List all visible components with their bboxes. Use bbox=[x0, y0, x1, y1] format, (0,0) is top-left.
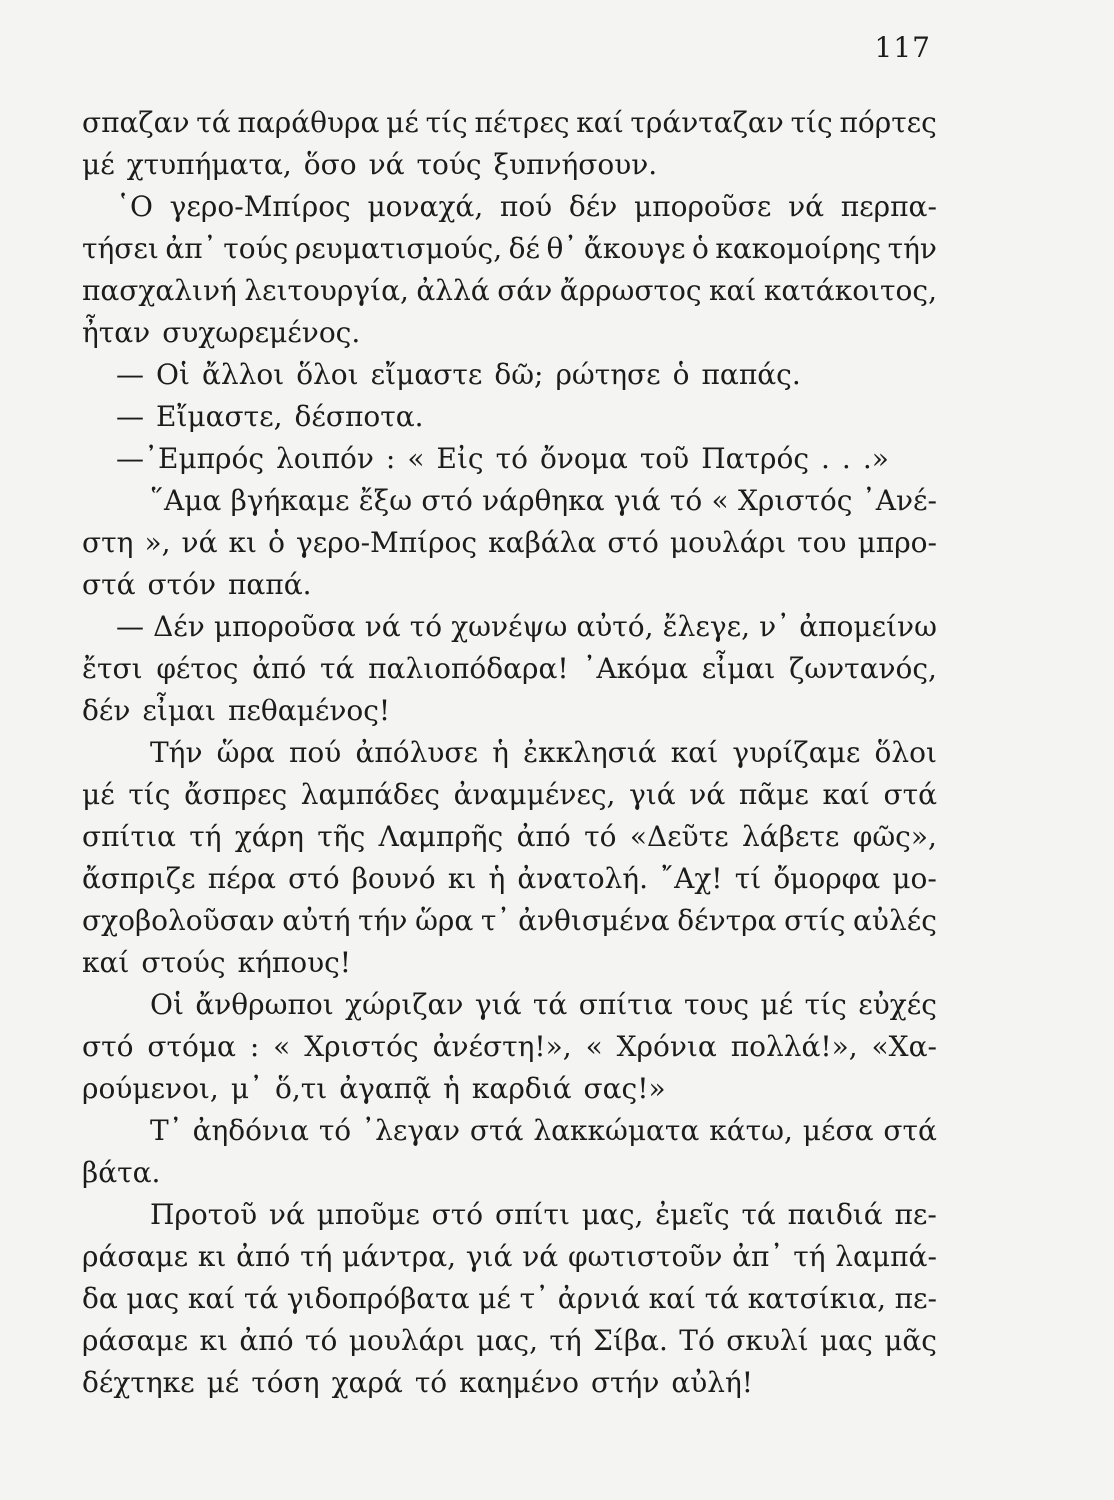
word: τί bbox=[734, 862, 762, 895]
word: μάντρα, bbox=[342, 1240, 457, 1273]
word: στόν bbox=[147, 568, 216, 601]
word: . bbox=[841, 442, 851, 475]
word: σπίτια bbox=[578, 988, 673, 1021]
word: παπάς. bbox=[701, 358, 801, 391]
word: ἀρνιά bbox=[557, 1282, 640, 1315]
word: μποροῦσε bbox=[634, 190, 772, 223]
word: ζωντανός, bbox=[789, 652, 937, 685]
word: «Χα- bbox=[871, 1030, 937, 1063]
text-line bbox=[150, 732, 937, 774]
text-line bbox=[82, 816, 937, 858]
word: πολλά!», bbox=[730, 1030, 858, 1063]
text-line bbox=[82, 774, 937, 816]
word: πού bbox=[289, 736, 342, 769]
word: παράθυρα bbox=[237, 106, 380, 139]
word: τά bbox=[704, 1282, 740, 1315]
word: μπρο- bbox=[857, 526, 937, 559]
text-line bbox=[82, 1236, 937, 1278]
word: μουλάρι bbox=[669, 526, 787, 559]
word: « bbox=[585, 1030, 603, 1063]
word: ἄλλοι bbox=[201, 358, 285, 391]
word: χτυπήματα, bbox=[126, 148, 292, 181]
word: καί bbox=[670, 736, 719, 769]
word: θ᾿ bbox=[546, 232, 578, 265]
word: Σίβα. bbox=[593, 1324, 668, 1357]
word: ἡ bbox=[443, 1072, 460, 1105]
word: τήσει bbox=[82, 232, 159, 265]
word: μας, bbox=[476, 1324, 538, 1357]
word: τά bbox=[741, 1198, 776, 1231]
word: Χριστός bbox=[737, 484, 853, 517]
word: παλιοπόδαρα! bbox=[368, 652, 569, 685]
word: εἶμαι bbox=[701, 652, 776, 685]
word: γερο-Μπίρος bbox=[169, 190, 351, 223]
text-line bbox=[82, 522, 937, 564]
word: Προτοῦ bbox=[150, 1198, 258, 1231]
word: — bbox=[116, 358, 144, 391]
word: δῶ; bbox=[494, 358, 544, 391]
word: ὁ bbox=[672, 358, 690, 391]
word: στό bbox=[288, 862, 340, 895]
word: εὐχές bbox=[858, 988, 937, 1021]
word: ἔτσι bbox=[82, 652, 143, 685]
word: ἐμεῖς bbox=[655, 1198, 730, 1231]
word: σπίτια bbox=[82, 820, 176, 853]
word: : bbox=[249, 1030, 260, 1063]
word: στά bbox=[82, 568, 136, 601]
word: Λαμπρῆς bbox=[378, 820, 504, 853]
word: Χριστός bbox=[304, 1030, 419, 1063]
word: πέρα bbox=[207, 862, 276, 895]
word: βγήκαμε bbox=[230, 484, 350, 517]
word: καί bbox=[187, 1282, 236, 1315]
word: ρώτησε bbox=[555, 358, 661, 391]
word: ὁ bbox=[691, 232, 709, 265]
word: δα bbox=[82, 1282, 118, 1315]
word: ἄσπριζε bbox=[82, 862, 196, 895]
word: ἀπόλυσε bbox=[355, 736, 478, 769]
word: τίς bbox=[425, 106, 468, 139]
word: ἄνθρωποι bbox=[195, 988, 334, 1021]
word: σάν bbox=[497, 274, 553, 307]
word: τή bbox=[549, 1324, 582, 1357]
word: τό bbox=[495, 442, 528, 475]
word: —᾿Εμπρός bbox=[116, 442, 265, 475]
word: ὅ,τι bbox=[275, 1072, 328, 1105]
text-line bbox=[82, 648, 937, 690]
word: ἀηδόνια bbox=[192, 1114, 309, 1147]
word: στίς bbox=[784, 904, 846, 937]
word: ρούμενοι, bbox=[82, 1072, 219, 1105]
word: τίς bbox=[804, 988, 847, 1021]
word: γιά bbox=[474, 988, 522, 1021]
word: λακκώματα bbox=[533, 1114, 700, 1147]
text-line bbox=[82, 1152, 937, 1194]
word: γιά bbox=[629, 778, 676, 811]
word: στό bbox=[431, 1198, 484, 1231]
text-line bbox=[116, 354, 937, 396]
word: μᾶς bbox=[884, 1324, 937, 1357]
word: τούς bbox=[416, 148, 482, 181]
text-line bbox=[82, 900, 937, 942]
word: κατάκοιτος, bbox=[763, 274, 937, 307]
word: τό bbox=[409, 610, 443, 643]
word: τ᾿ bbox=[480, 904, 511, 937]
word: ρευματισμούς, bbox=[294, 232, 503, 265]
text-line bbox=[116, 396, 937, 438]
word: πέτρες bbox=[474, 106, 570, 139]
word: πού bbox=[499, 190, 553, 223]
word: νά bbox=[268, 1198, 305, 1231]
text-line bbox=[82, 102, 937, 144]
word: ὅλοι bbox=[296, 358, 359, 391]
word: στό bbox=[421, 484, 473, 517]
word: σπίτι bbox=[494, 1198, 570, 1231]
word: στά bbox=[469, 1114, 524, 1147]
word: λαμπά- bbox=[835, 1240, 937, 1273]
word: μουλάρι bbox=[348, 1324, 465, 1357]
word: ἀπ᾿ bbox=[165, 232, 217, 265]
word: .» bbox=[862, 442, 889, 475]
word: τοῦ bbox=[639, 442, 690, 475]
text-line bbox=[82, 1026, 937, 1068]
word: κακομοίρης bbox=[715, 232, 882, 265]
word: νάρθηκα bbox=[482, 484, 605, 517]
word: Χρόνια bbox=[616, 1030, 717, 1063]
word: λάβετε bbox=[742, 820, 840, 853]
word: τους bbox=[684, 988, 750, 1021]
word: ἀπό bbox=[516, 820, 571, 853]
word: φῶς», bbox=[852, 820, 937, 853]
word: ἀπό bbox=[239, 1324, 294, 1357]
word: ὄμορφα bbox=[773, 862, 881, 895]
word: μέ bbox=[206, 1366, 240, 1399]
word: «Δεῦτε bbox=[629, 820, 729, 853]
word: στό bbox=[607, 526, 659, 559]
word: στούς bbox=[141, 946, 226, 979]
word: « bbox=[407, 442, 425, 475]
word: παπά. bbox=[228, 568, 312, 601]
word: Οἱ bbox=[150, 988, 184, 1021]
word: δέν bbox=[82, 694, 131, 727]
word: χαρά bbox=[331, 1366, 403, 1399]
word: γιά bbox=[613, 484, 661, 517]
word: μέ bbox=[478, 1282, 511, 1315]
word: ἔξω bbox=[358, 484, 413, 517]
word: ἡ bbox=[488, 862, 506, 895]
word: κι bbox=[228, 526, 258, 559]
word: Τ᾿ bbox=[150, 1114, 183, 1147]
word: παιδιά bbox=[787, 1198, 883, 1231]
word: ἄσπρες bbox=[184, 778, 288, 811]
word: μποῦμε bbox=[316, 1198, 420, 1231]
word: μας bbox=[126, 1282, 180, 1315]
word: νά bbox=[181, 526, 218, 559]
text-line bbox=[150, 480, 937, 522]
word: τράνταζαν bbox=[630, 106, 784, 139]
word: σχοβολοῦσαν bbox=[82, 904, 275, 937]
word: ἀπό bbox=[252, 652, 307, 685]
word: φωτιστοῦν bbox=[567, 1240, 723, 1273]
word: ἀνέστη!», bbox=[432, 1030, 572, 1063]
word: ᾿Ακόμα bbox=[582, 652, 689, 685]
word: ὁ bbox=[268, 526, 285, 559]
word: νά bbox=[689, 778, 726, 811]
word: ῞Αμα bbox=[150, 484, 222, 517]
word: τήν bbox=[887, 232, 937, 265]
word: στά bbox=[883, 778, 937, 811]
word: γυρίζαμε bbox=[732, 736, 861, 769]
word: ἔλεγε, bbox=[662, 610, 751, 643]
word: δέντρα bbox=[677, 904, 777, 937]
text-line bbox=[150, 1194, 937, 1236]
word: δέ bbox=[508, 232, 541, 265]
word: — bbox=[116, 610, 144, 643]
text-line bbox=[116, 186, 937, 228]
word: κι bbox=[447, 862, 477, 895]
word: καί bbox=[648, 1282, 697, 1315]
word: εἴμαστε bbox=[370, 358, 483, 391]
word: κι bbox=[197, 1240, 227, 1273]
word: μας bbox=[819, 1324, 873, 1357]
word: τή bbox=[189, 820, 222, 853]
text-line bbox=[82, 270, 937, 312]
word: ἀνθισμένα bbox=[518, 904, 670, 937]
text-line bbox=[82, 228, 937, 270]
word: ἀλλά bbox=[416, 274, 490, 307]
word: ἀπομείνω bbox=[799, 610, 937, 643]
word: χώριζαν bbox=[345, 988, 464, 1021]
word: Εἴμαστε, bbox=[156, 400, 283, 433]
word: ὄνομα bbox=[539, 442, 628, 475]
word: « bbox=[273, 1030, 291, 1063]
word: « bbox=[711, 484, 729, 517]
word: καί bbox=[709, 274, 757, 307]
text-line bbox=[82, 858, 937, 900]
word: κι bbox=[199, 1324, 228, 1357]
word: λοιπόν bbox=[276, 442, 374, 475]
word: πόρτες bbox=[839, 106, 937, 139]
word: τῆς bbox=[317, 820, 366, 853]
word: πεθαμένος! bbox=[227, 694, 391, 727]
word: αὐτό, bbox=[576, 610, 654, 643]
word: νά bbox=[364, 610, 401, 643]
word: κάτω, bbox=[709, 1114, 793, 1147]
word: μ᾿ bbox=[230, 1072, 264, 1105]
word: συχωρεμένος. bbox=[162, 316, 361, 349]
text-line bbox=[150, 1110, 937, 1152]
word: πασχαλινή bbox=[82, 274, 237, 307]
word: μποροῦσα bbox=[213, 610, 356, 643]
word: τό bbox=[584, 820, 617, 853]
text-line bbox=[82, 942, 937, 984]
word: σας!» bbox=[583, 1072, 666, 1105]
text-line bbox=[82, 1362, 937, 1404]
word: περπα- bbox=[840, 190, 937, 223]
word: τά bbox=[532, 988, 568, 1021]
word: τίς bbox=[128, 778, 171, 811]
word: ὅσο bbox=[303, 148, 357, 181]
word: γιδοπρόβατα bbox=[286, 1282, 470, 1315]
text-line bbox=[116, 438, 937, 480]
word: νά bbox=[788, 190, 825, 223]
word: μέ bbox=[386, 106, 419, 139]
word: κατσίκια, bbox=[747, 1282, 886, 1315]
word: γιά bbox=[465, 1240, 513, 1273]
word: ἀγαπᾷ bbox=[339, 1072, 432, 1105]
word: — bbox=[116, 400, 144, 433]
word: μοναχά, bbox=[367, 190, 484, 223]
word: εἶμαι bbox=[142, 694, 216, 727]
word: », bbox=[144, 526, 171, 559]
word: μο- bbox=[892, 862, 937, 895]
word: στό bbox=[82, 1030, 134, 1063]
word: ὅλοι bbox=[874, 736, 937, 769]
word: τά bbox=[196, 106, 231, 139]
word: ἀπό bbox=[236, 1240, 291, 1273]
word: ὥρα bbox=[415, 904, 474, 937]
word: ἄρρωστος bbox=[559, 274, 702, 307]
word: μέ bbox=[82, 778, 115, 811]
word: ράσαμε bbox=[82, 1240, 189, 1273]
text-line bbox=[82, 1320, 937, 1362]
word: Οἱ bbox=[156, 358, 190, 391]
word: τά bbox=[320, 652, 355, 685]
text-line bbox=[82, 564, 937, 606]
word: ἀναμμένες, bbox=[453, 778, 616, 811]
word: δέσποτα. bbox=[294, 400, 424, 433]
word: αὐλές bbox=[853, 904, 937, 937]
word: τήν bbox=[358, 904, 408, 937]
word: στη bbox=[82, 526, 134, 559]
text-line bbox=[82, 690, 937, 732]
word: πᾶμε bbox=[738, 778, 809, 811]
word: πε- bbox=[894, 1282, 937, 1315]
word: : bbox=[385, 442, 396, 475]
word: σκυλί bbox=[726, 1324, 809, 1357]
word: ἐκκλησιά bbox=[523, 736, 657, 769]
word: ῎Αχ! bbox=[660, 862, 723, 895]
text-line bbox=[82, 1068, 937, 1110]
word: λειτουργία, bbox=[244, 274, 409, 307]
word: φέτος bbox=[156, 652, 239, 685]
word: ᾿λεγαν bbox=[361, 1114, 460, 1147]
text-line bbox=[82, 144, 937, 186]
word: τό bbox=[304, 1324, 338, 1357]
word: τή bbox=[300, 1240, 333, 1273]
word: Τήν bbox=[150, 736, 203, 769]
text-line bbox=[150, 984, 937, 1026]
word: δέχτηκε bbox=[82, 1366, 195, 1399]
word: καβάλα bbox=[488, 526, 597, 559]
word: καρδιά bbox=[471, 1072, 572, 1105]
word: αὐτή bbox=[282, 904, 351, 937]
word: Δέν bbox=[153, 610, 205, 643]
word: μέσα bbox=[802, 1114, 874, 1147]
word: γερο-Μπίρος bbox=[296, 526, 478, 559]
word: χάρη bbox=[234, 820, 304, 853]
word: δέν bbox=[568, 190, 618, 223]
text-line bbox=[82, 312, 937, 354]
text-line bbox=[116, 606, 937, 648]
page-number: 117 bbox=[874, 31, 931, 64]
word: μέ bbox=[760, 988, 794, 1021]
word: τό bbox=[318, 1114, 352, 1147]
text-line bbox=[82, 1278, 937, 1320]
word: ἡ bbox=[492, 736, 509, 769]
word: λαμπάδες bbox=[300, 778, 440, 811]
word: τ᾿ bbox=[519, 1282, 550, 1315]
word: σπαζαν bbox=[82, 106, 190, 139]
word: καί bbox=[576, 106, 624, 139]
word: νά bbox=[368, 148, 405, 181]
word: τούς bbox=[223, 232, 289, 265]
word: . bbox=[821, 442, 830, 475]
word: βουνό bbox=[351, 862, 436, 895]
word: τή bbox=[793, 1240, 826, 1273]
word: Πατρός bbox=[701, 442, 810, 475]
word: ἀνατολή. bbox=[517, 862, 648, 895]
word: καί bbox=[822, 778, 870, 811]
word: ἦταν bbox=[82, 316, 151, 349]
word: ἀπ᾿ bbox=[732, 1240, 784, 1273]
word: στήν bbox=[590, 1366, 660, 1399]
word: ἄκουγε bbox=[583, 232, 686, 265]
word: τόση bbox=[251, 1366, 320, 1399]
word: χωνέψω bbox=[451, 610, 568, 643]
word: τά bbox=[243, 1282, 279, 1315]
word: ν᾿ bbox=[759, 610, 791, 643]
word: στόμα bbox=[147, 1030, 236, 1063]
word: ράσαμε bbox=[82, 1324, 189, 1357]
word: Εἰς bbox=[436, 442, 484, 475]
word: πε- bbox=[894, 1198, 937, 1231]
word: ὥρα bbox=[216, 736, 275, 769]
word: ξυπνήσουν. bbox=[493, 148, 658, 181]
word: ᾿Ανέ- bbox=[861, 484, 937, 517]
word: αὐλή! bbox=[671, 1366, 754, 1399]
word: Τό bbox=[679, 1324, 715, 1357]
word: τό bbox=[669, 484, 703, 517]
word: τίς bbox=[790, 106, 833, 139]
word: καί bbox=[82, 946, 130, 979]
word: του bbox=[797, 526, 847, 559]
word: καημένο bbox=[459, 1366, 579, 1399]
word: κήπους! bbox=[237, 946, 352, 979]
word: ῾Ο bbox=[116, 190, 153, 223]
word: μέ bbox=[82, 148, 115, 181]
word: βάτα. bbox=[82, 1156, 161, 1189]
word: μας, bbox=[581, 1198, 644, 1231]
word: τό bbox=[414, 1366, 448, 1399]
word: νά bbox=[522, 1240, 559, 1273]
word: στά bbox=[883, 1114, 937, 1147]
